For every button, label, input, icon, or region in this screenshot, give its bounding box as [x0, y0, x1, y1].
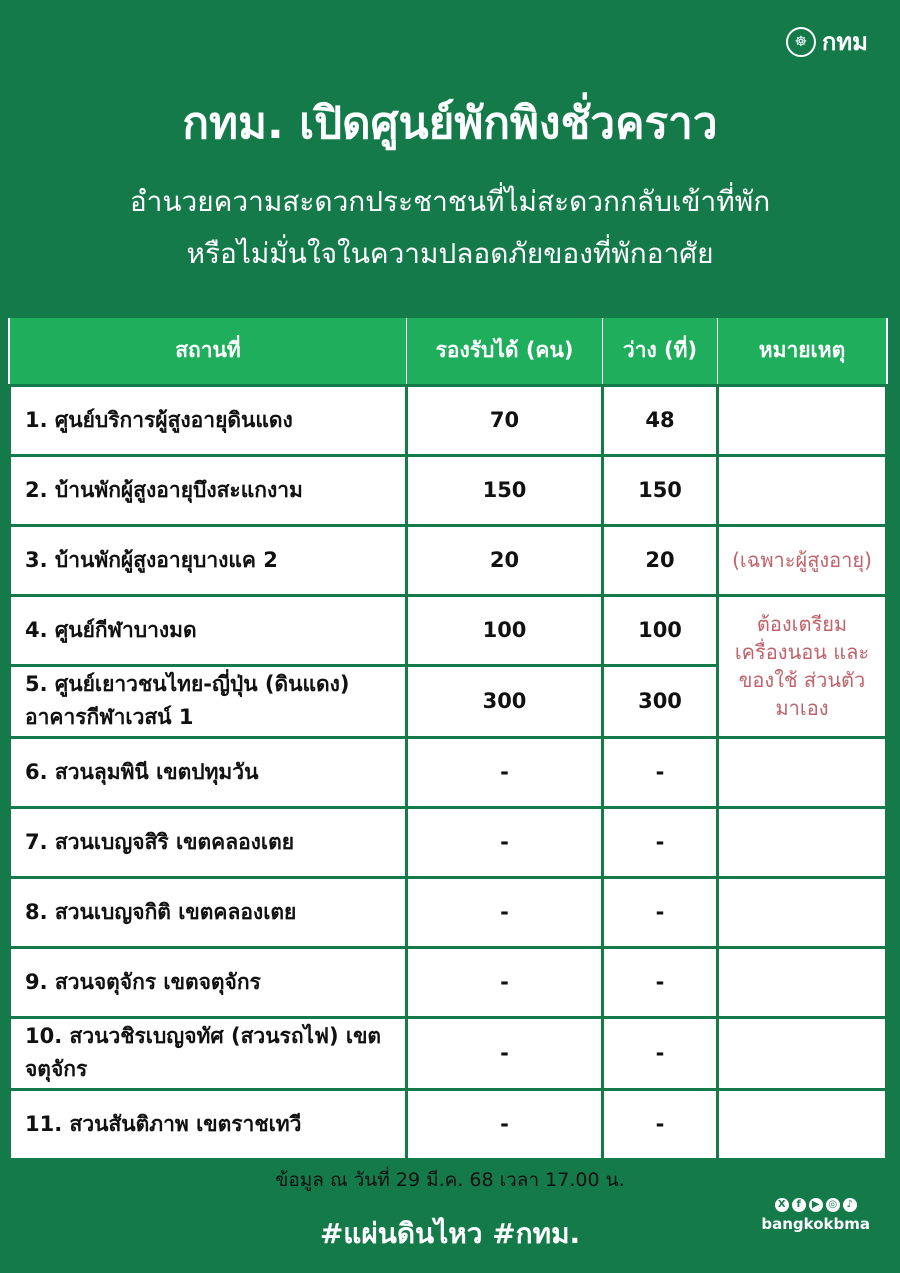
available: - — [603, 807, 718, 877]
available: - — [603, 947, 718, 1017]
table-row — [10, 455, 887, 525]
available: - — [603, 877, 718, 947]
bma-logo — [786, 22, 868, 61]
tiktok-icon[interactable]: ♪ — [843, 1198, 857, 1212]
available: 48 — [603, 385, 718, 455]
data-date: ข้อมูล ณ วันที่ 29 มี.ค. 68 เวลา 17.00 น. — [275, 1169, 625, 1191]
header-available: ว่าง (ที่) — [603, 318, 718, 385]
note: (เฉพาะผู้สูงอายุ) — [718, 525, 887, 595]
note — [718, 1017, 887, 1089]
note: ต้องเตรียม เครื่องนอน และของใช้ ส่วนตัวมาเอง — [718, 595, 887, 737]
note — [718, 947, 887, 1017]
facebook-icon[interactable]: f — [792, 1198, 806, 1212]
bma-seal-icon: ☸ — [786, 27, 816, 57]
table-row — [10, 807, 887, 877]
note — [718, 807, 887, 877]
table-row — [10, 877, 887, 947]
location-name: 4. ศูนย์กีฬาบางมด — [10, 595, 407, 665]
note — [718, 877, 887, 947]
shelter-table — [8, 318, 888, 1161]
location-name: 11. สวนสันติภาพ เขตราชเทวี — [10, 1089, 407, 1159]
location-name: 7. สวนเบญจสิริ เขตคลองเตย — [10, 807, 407, 877]
hashtags: #แผ่นดินไหว #กทม. — [319, 1217, 581, 1250]
location-name: 10. สวนวชิรเบญจทัศ (สวนรถไฟ) เขตจตุจักร — [10, 1017, 407, 1089]
capacity: 70 — [407, 385, 603, 455]
location-name: 6. สวนลุมพินี เขตปทุมวัน — [10, 737, 407, 807]
available: - — [603, 1017, 718, 1089]
capacity: - — [407, 877, 603, 947]
social-handle: bangkokbma — [761, 1215, 870, 1233]
subtitle-line-2: หรือไม่มั่นใจในความปลอดภัยของที่พักอาศัย — [186, 237, 714, 270]
table-row — [10, 737, 887, 807]
available: 300 — [603, 665, 718, 737]
available: - — [603, 737, 718, 807]
capacity: - — [407, 1089, 603, 1159]
available: 100 — [603, 595, 718, 665]
location-name: 3. บ้านพักผู้สูงอายุบางแค 2 — [10, 525, 407, 595]
capacity: - — [407, 947, 603, 1017]
page-title: กทม. เปิดศูนย์พักพิงชั่วคราว — [182, 98, 718, 149]
table-row — [10, 1017, 887, 1089]
capacity: 100 — [407, 595, 603, 665]
x-icon[interactable]: X — [775, 1198, 789, 1212]
capacity: 300 — [407, 665, 603, 737]
header-capacity: รองรับได้ (คน) — [407, 318, 603, 385]
capacity: 20 — [407, 525, 603, 595]
header-location: สถานที่ — [10, 318, 407, 385]
instagram-icon[interactable]: ◎ — [826, 1198, 840, 1212]
available: - — [603, 1089, 718, 1159]
youtube-icon[interactable]: ▶ — [809, 1198, 823, 1212]
note — [718, 455, 887, 525]
table-row — [10, 595, 887, 665]
available: 150 — [603, 455, 718, 525]
table-row — [10, 1089, 887, 1159]
note — [718, 1089, 887, 1159]
table-row — [10, 525, 887, 595]
logo-text: กทม — [821, 28, 868, 56]
location-name: 1. ศูนย์บริการผู้สูงอายุดินแดง — [10, 385, 407, 455]
capacity: - — [407, 1017, 603, 1089]
location-name: 2. บ้านพักผู้สูงอายุบึงสะแกงาม — [10, 455, 407, 525]
location-name: 5. ศูนย์เยาวชนไทย-ญี่ปุ่น (ดินแดง) อาคารกีฬาเวสน์ 1 — [10, 665, 407, 737]
table-row — [10, 947, 887, 1017]
capacity: - — [407, 737, 603, 807]
note — [718, 385, 887, 455]
social-links — [761, 1198, 870, 1233]
location-name: 9. สวนจตุจักร เขตจตุจักร — [10, 947, 407, 1017]
capacity: 150 — [407, 455, 603, 525]
location-name: 8. สวนเบญจกิติ เขตคลองเตย — [10, 877, 407, 947]
header-note: หมายเหตุ — [718, 318, 887, 385]
table-row — [10, 385, 887, 455]
capacity: - — [407, 807, 603, 877]
subtitle-line-1: อำนวยความสะดวกประชาชนที่ไม่สะดวกกลับเข้าที่พัก — [129, 185, 771, 218]
available: 20 — [603, 525, 718, 595]
note — [718, 737, 887, 807]
